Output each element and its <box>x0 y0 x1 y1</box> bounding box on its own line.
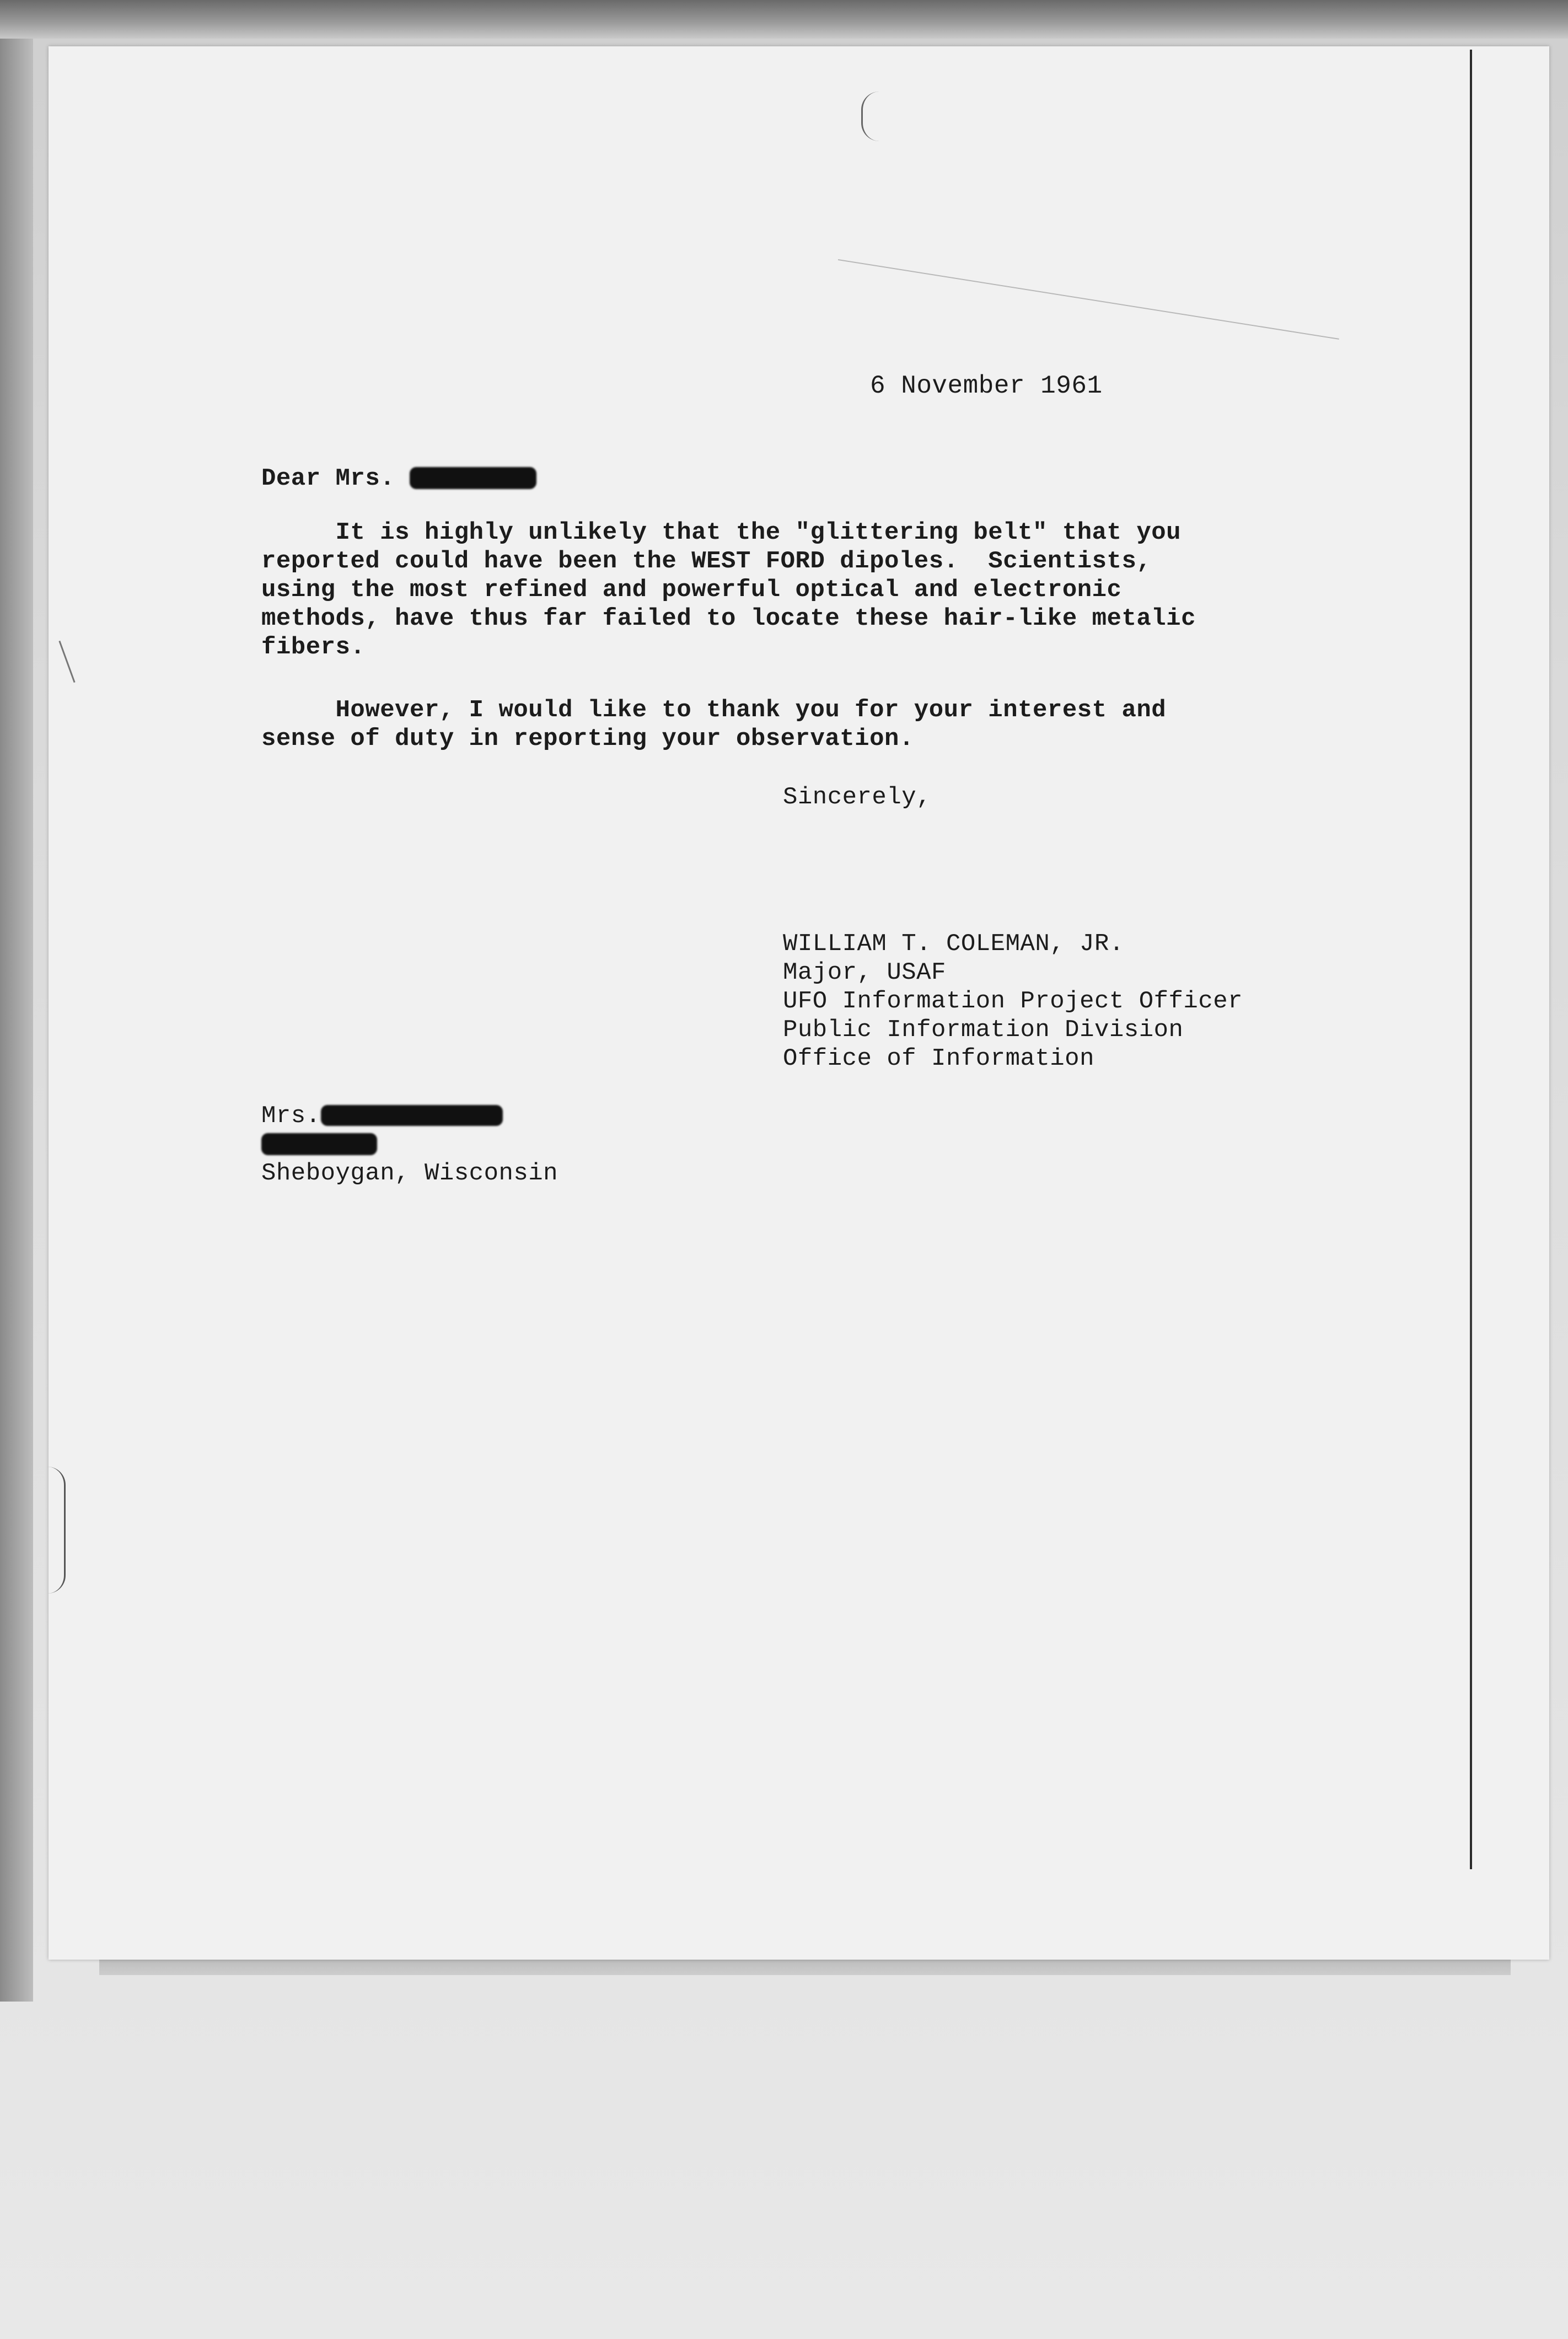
signature-line: WILLIAM T. COLEMAN, JR. <box>783 930 1124 958</box>
address-street-line <box>261 1130 558 1159</box>
redaction-mark <box>410 467 536 489</box>
redaction-mark <box>261 1133 377 1155</box>
paragraph-line: sense of duty in reporting your observation. <box>261 725 914 753</box>
address-name-line <box>261 1102 558 1130</box>
letter-paragraph-2 <box>261 696 1166 753</box>
paragraph-line: It is highly unlikely that the "glittering belt" that you <box>261 519 1182 546</box>
signature-line: Major, USAF <box>783 959 946 986</box>
address-city-line: Sheboygan, Wisconsin <box>261 1160 559 1187</box>
recipient-address <box>261 1102 558 1188</box>
paper-right-edge-line <box>1470 50 1472 1869</box>
letter-closing: Sincerely, <box>783 784 932 811</box>
salutation-prefix: Dear Mrs. <box>261 465 395 492</box>
signature-line: UFO Information Project Officer <box>783 988 1243 1015</box>
letter-paragraph-1 <box>261 518 1196 662</box>
scan-top-edge <box>0 0 1568 39</box>
letter-date: 6 November 1961 <box>870 372 1103 400</box>
paragraph-line: However, I would like to thank you for your interest and <box>261 696 1167 724</box>
paragraph-line: fibers. <box>261 634 366 661</box>
address-prefix: Mrs. <box>261 1102 321 1130</box>
letter-salutation <box>261 464 536 493</box>
scan-left-edge <box>0 39 33 2002</box>
signature-block <box>783 930 1243 1073</box>
signature-line: Office of Information <box>783 1045 1094 1072</box>
scan-artifact-bracket <box>47 1467 66 1594</box>
paragraph-line: methods, have thus far failed to locate these hair-like metalic <box>261 605 1196 632</box>
signature-line: Public Information Division <box>783 1016 1184 1044</box>
redaction-mark <box>321 1105 503 1126</box>
paragraph-line: using the most refined and powerful optical and electronic <box>261 576 1122 604</box>
paragraph-line: reported could have been the WEST FORD dipoles. Scientists, <box>261 548 1152 575</box>
